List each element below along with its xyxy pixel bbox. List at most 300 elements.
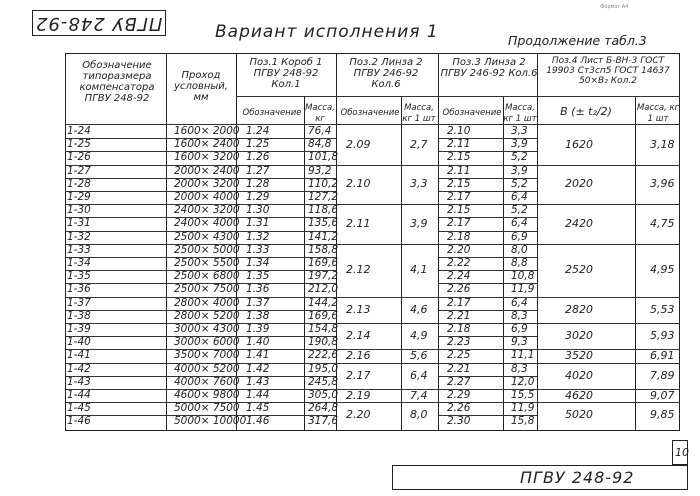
group-line [537, 349, 680, 350]
row-line [65, 165, 236, 166]
row-line [236, 389, 304, 390]
row-line [304, 257, 336, 258]
row-pos1-mass: 93,2 [308, 164, 332, 177]
row-pos1-mass: 141,2 [308, 230, 339, 243]
row-code: 1-36 [67, 283, 91, 296]
row-pos3-designation: 2.26 [447, 283, 471, 296]
row-line [304, 323, 336, 324]
row-line [438, 415, 537, 416]
row-line [65, 310, 236, 311]
rotated-code-text: ПГВУ 248-92 [35, 12, 163, 34]
title-block-code: ПГВУ 248-92 [520, 468, 635, 487]
rotated-code-stamp [32, 10, 166, 36]
header-passage: Проход условный, мм [174, 70, 228, 103]
group-line [537, 402, 680, 403]
row-line [438, 204, 537, 205]
row-size: 2400× 3200 [174, 204, 240, 217]
row-pos3-designation: 2.29 [447, 389, 471, 401]
group-line [336, 402, 438, 403]
row-pos3-mass: 5,2 [511, 177, 528, 190]
group-pos2-designation: 2.11 [346, 217, 371, 230]
row-line [236, 217, 304, 218]
group-pos4-mass: 3,96 [650, 177, 675, 191]
row-line [438, 389, 537, 390]
row-code: 1-45 [67, 402, 91, 415]
row-pos1-mass: 135,6 [308, 217, 339, 230]
row-line [438, 336, 537, 337]
row-line [65, 363, 236, 364]
row-line [65, 336, 236, 337]
group-pos4-b: 4620 [565, 388, 593, 402]
row-pos1-designation: 1.30 [246, 204, 270, 217]
header-pos2: Поз.2 Линза 2 ПГВУ 246-92 Кол.6 [349, 57, 423, 90]
row-pos3-mass: 6,4 [511, 296, 528, 309]
row-line [438, 349, 537, 350]
row-pos1-mass: 264,8 [308, 402, 339, 415]
sub-designation-pos2: Обозначение [340, 108, 400, 118]
group-pos4-b: 4020 [565, 368, 593, 382]
row-line [236, 165, 304, 166]
row-pos3-mass: 8,8 [511, 257, 528, 269]
group-line [336, 165, 438, 166]
row-size: 2500× 5000 [174, 243, 240, 256]
row-code: 1-35 [67, 270, 91, 283]
row-line [65, 204, 236, 205]
row-line [236, 415, 304, 416]
group-line [537, 297, 680, 298]
row-size: 3500× 7000 [174, 349, 240, 362]
row-line [304, 349, 336, 350]
group-pos4-mass: 9,07 [650, 388, 675, 402]
sub-mass-pos4: Масса, кг 1 шт [636, 103, 680, 124]
sub-mass-pos3: Масса, кг 1 шт [503, 103, 537, 124]
group-pos2-designation: 2.19 [346, 388, 371, 402]
row-pos3-mass: 6,4 [511, 217, 528, 230]
row-pos3-mass: 3,3 [511, 125, 528, 137]
group-pos2-mass: 2,7 [410, 137, 428, 151]
row-code: 1-29 [67, 191, 91, 203]
row-line [65, 231, 236, 232]
header-bottom-line [65, 124, 680, 125]
row-line [304, 402, 336, 403]
sub-designation-pos3: Обозначение [442, 108, 502, 118]
row-pos3-designation: 2.18 [447, 230, 471, 243]
sub-designation-pos1: Обозначение [242, 108, 302, 118]
row-pos1-designation: 1.26 [246, 151, 270, 164]
row-pos1-designation: 1.32 [246, 230, 270, 243]
row-pos3-designation: 2.22 [447, 257, 471, 269]
row-line [304, 363, 336, 364]
row-line [304, 204, 336, 205]
sheet-number: 10 [675, 446, 689, 459]
group-line [537, 204, 680, 205]
row-code: 1-37 [67, 296, 91, 309]
row-pos1-mass: 118,6 [308, 204, 339, 217]
row-line [236, 270, 304, 271]
row-pos1-designation: 1.38 [246, 309, 270, 322]
row-code: 1-46 [67, 415, 91, 428]
row-pos1-mass: 101,8 [308, 151, 339, 164]
row-line [304, 297, 336, 298]
row-size: 2500× 5500 [174, 257, 240, 269]
row-pos3-mass: 15,8 [511, 415, 535, 428]
group-pos4-b: 2820 [565, 302, 593, 316]
group-pos2-designation: 2.14 [346, 329, 371, 343]
row-line [236, 310, 304, 311]
row-line [438, 178, 537, 179]
row-code: 1-27 [67, 164, 91, 177]
row-pos3-mass: 5,2 [511, 151, 528, 164]
row-line [438, 217, 537, 218]
row-pos3-mass: 11,9 [511, 283, 535, 296]
group-pos2-designation: 2.09 [346, 137, 371, 151]
row-pos3-designation: 2.24 [447, 270, 471, 283]
group-pos2-designation: 2.17 [346, 368, 371, 382]
row-size: 2000× 2400 [174, 164, 240, 177]
row-line [236, 231, 304, 232]
group-line [336, 349, 438, 350]
row-pos1-mass: 144,2 [308, 296, 339, 309]
row-line [304, 244, 336, 245]
group-pos2-designation: 2.16 [346, 349, 371, 362]
row-line [304, 165, 336, 166]
group-pos4-mass: 4,95 [650, 263, 675, 277]
col-divider [166, 53, 167, 431]
row-line [236, 138, 304, 139]
row-line [304, 336, 336, 337]
row-line [236, 244, 304, 245]
row-line [236, 257, 304, 258]
row-pos3-designation: 2.15 [447, 204, 471, 217]
row-size: 5000× 10000 [174, 415, 247, 428]
row-line [236, 336, 304, 337]
row-line [304, 151, 336, 152]
row-pos1-designation: 1.35 [246, 270, 270, 283]
row-line [65, 257, 236, 258]
row-pos1-designation: 1.39 [246, 323, 270, 335]
row-line [236, 297, 304, 298]
row-pos3-mass: 11,1 [511, 349, 535, 362]
row-code: 1-42 [67, 362, 91, 375]
row-line [65, 178, 236, 179]
row-code: 1-43 [67, 375, 91, 388]
row-line [236, 151, 304, 152]
row-line [65, 283, 236, 284]
row-pos1-designation: 1.25 [246, 138, 270, 151]
row-pos1-mass: 317,6 [308, 415, 339, 428]
header-pos4: Поз.4 Лист Б-ВН-3 ГОСТ 19903 Ст3сп5 ГОСТ 14637 50×B₂ Кол.2 [546, 56, 670, 86]
row-line [304, 178, 336, 179]
row-line [65, 389, 236, 390]
row-pos1-mass: 110,2 [308, 177, 339, 190]
group-line [336, 244, 438, 245]
header-pos1: Поз.1 Короб 1 ПГВУ 248-92 Кол.1 [249, 57, 323, 90]
group-pos4-mass: 5,53 [650, 302, 675, 316]
row-pos1-designation: 1.43 [246, 375, 270, 388]
group-line [537, 323, 680, 324]
row-line [304, 283, 336, 284]
row-pos1-mass: 169,6 [308, 257, 339, 269]
row-code: 1-30 [67, 204, 91, 217]
row-pos3-designation: 2.15 [447, 177, 471, 190]
row-pos3-mass: 3,9 [511, 164, 528, 177]
row-size: 4000× 7600 [174, 375, 240, 388]
row-code: 1-26 [67, 151, 91, 164]
row-pos1-designation: 1.37 [246, 296, 270, 309]
row-pos3-designation: 2.23 [447, 336, 471, 349]
header-subline [236, 96, 680, 97]
row-pos1-designation: 1.36 [246, 283, 270, 296]
row-line [65, 402, 236, 403]
row-line [438, 165, 537, 166]
row-pos3-designation: 2.17 [447, 217, 471, 230]
row-size: 1600× 2400 [174, 138, 240, 151]
row-line [236, 204, 304, 205]
row-line [438, 257, 537, 258]
row-pos3-designation: 2.26 [447, 402, 471, 415]
row-size: 4600× 9800 [174, 389, 240, 401]
row-line [304, 231, 336, 232]
group-pos4-mass: 3,18 [650, 137, 675, 151]
row-pos1-designation: 1.34 [246, 257, 270, 269]
row-line [65, 217, 236, 218]
row-size: 5000× 7500 [174, 402, 240, 415]
row-line [65, 151, 236, 152]
row-pos3-mass: 15,5 [511, 389, 535, 401]
group-pos2-mass: 5,6 [410, 349, 428, 362]
row-line [304, 191, 336, 192]
row-pos1-designation: 1.42 [246, 362, 270, 375]
row-pos1-mass: 245,8 [308, 375, 339, 388]
row-line [65, 191, 236, 192]
row-line [65, 376, 236, 377]
group-pos2-mass: 8,0 [410, 408, 428, 422]
row-line [236, 323, 304, 324]
row-line [65, 415, 236, 416]
row-code: 1-44 [67, 389, 91, 401]
row-pos1-designation: 1.29 [246, 191, 270, 203]
row-line [438, 151, 537, 152]
group-pos4-b: 1620 [565, 137, 593, 151]
row-line [438, 191, 537, 192]
row-line [438, 231, 537, 232]
group-pos2-mass: 4,9 [410, 329, 428, 343]
row-line [438, 283, 537, 284]
group-pos4-mass: 9,85 [650, 408, 675, 422]
row-code: 1-24 [67, 125, 91, 137]
group-pos4-b: 2020 [565, 177, 593, 191]
row-pos1-mass: 169,6 [308, 309, 339, 322]
sub-mass-pos1: Масса, кг [305, 103, 335, 124]
group-pos2-mass: 4,1 [410, 263, 428, 277]
row-line [438, 297, 537, 298]
row-pos1-designation: 1.46 [246, 415, 270, 428]
header-designation: Обозначение типоразмера компенсатора ПГВУ 248-92 [79, 60, 155, 104]
row-line [304, 389, 336, 390]
row-pos3-mass: 10,8 [511, 270, 535, 283]
row-pos3-designation: 2.25 [447, 349, 471, 362]
row-pos3-designation: 2.17 [447, 191, 471, 203]
row-pos1-mass: 212,0 [308, 283, 339, 296]
group-pos2-designation: 2.13 [346, 302, 371, 316]
group-line [537, 244, 680, 245]
group-pos4-b: 2520 [565, 263, 593, 277]
group-pos2-designation: 2.10 [346, 177, 371, 191]
row-line [304, 138, 336, 139]
row-pos3-mass: 8,3 [511, 309, 528, 322]
group-pos2-mass: 3,3 [410, 177, 428, 191]
group-pos2-mass: 4,6 [410, 302, 428, 316]
group-line [336, 389, 438, 390]
col-divider [537, 53, 538, 431]
row-line [438, 138, 537, 139]
group-pos2-designation: 2.20 [346, 408, 371, 422]
row-pos3-designation: 2.30 [447, 415, 471, 428]
row-line [438, 244, 537, 245]
row-pos3-designation: 2.10 [447, 125, 471, 137]
row-line [236, 363, 304, 364]
row-line [438, 363, 537, 364]
row-size: 1600× 2000 [174, 125, 240, 137]
row-size: 2500× 7500 [174, 283, 240, 296]
group-line [537, 165, 680, 166]
row-code: 1-40 [67, 336, 91, 349]
row-line [438, 323, 537, 324]
col-divider [438, 53, 439, 431]
row-pos1-mass: 190,8 [308, 336, 339, 349]
row-code: 1-38 [67, 309, 91, 322]
row-pos3-designation: 2.17 [447, 296, 471, 309]
row-size: 2800× 4000 [174, 296, 240, 309]
row-line [236, 178, 304, 179]
row-pos3-designation: 2.18 [447, 323, 471, 335]
group-line [537, 389, 680, 390]
row-size: 4000× 5200 [174, 362, 240, 375]
row-line [65, 349, 236, 350]
row-pos1-mass: 197,2 [308, 270, 339, 283]
row-line [65, 138, 236, 139]
row-line [304, 310, 336, 311]
table-continuation: Продолжение табл.3 [508, 33, 647, 48]
row-line [304, 415, 336, 416]
group-line [336, 297, 438, 298]
row-pos1-designation: 1.24 [246, 125, 270, 137]
group-pos4-mass: 5,93 [650, 329, 675, 343]
row-line [236, 283, 304, 284]
col-divider [635, 96, 636, 431]
row-line [438, 270, 537, 271]
group-line [537, 363, 680, 364]
row-line [304, 217, 336, 218]
row-line [65, 244, 236, 245]
row-size: 2000× 4000 [174, 191, 240, 203]
group-pos2-mass: 3,9 [410, 217, 428, 230]
row-pos3-mass: 6,9 [511, 323, 528, 335]
col-divider [401, 96, 402, 431]
row-line [236, 402, 304, 403]
row-pos3-mass: 8,0 [511, 243, 528, 256]
row-code: 1-32 [67, 230, 91, 243]
group-pos4-mass: 7,89 [650, 368, 675, 382]
col-divider [503, 96, 504, 431]
row-pos1-designation: 1.27 [246, 164, 270, 177]
row-pos3-designation: 2.11 [447, 164, 471, 177]
sub-mass-pos2: Масса, кг 1 шт [402, 103, 436, 124]
row-pos3-mass: 3,9 [511, 138, 528, 151]
row-line [65, 323, 236, 324]
row-line [236, 349, 304, 350]
row-pos1-designation: 1.31 [246, 217, 270, 230]
row-pos1-mass: 222,6 [308, 349, 339, 362]
row-pos3-designation: 2.21 [447, 362, 471, 375]
row-pos3-mass: 6,9 [511, 230, 528, 243]
group-pos2-designation: 2.12 [346, 263, 371, 277]
group-pos2-mass: 6,4 [410, 368, 428, 382]
row-code: 1-34 [67, 257, 91, 269]
row-pos3-designation: 2.27 [447, 375, 471, 388]
row-size: 2800× 5200 [174, 309, 240, 322]
row-pos1-mass: 84,8 [308, 138, 332, 151]
row-pos1-designation: 1.45 [246, 402, 270, 415]
group-line [336, 323, 438, 324]
row-pos1-designation: 1.33 [246, 243, 270, 256]
row-line [438, 310, 537, 311]
row-code: 1-31 [67, 217, 91, 230]
row-line [236, 191, 304, 192]
row-pos1-designation: 1.44 [246, 389, 270, 401]
row-pos3-mass: 11,9 [511, 402, 535, 415]
row-pos1-mass: 195,0 [308, 362, 339, 375]
row-size: 2500× 6800 [174, 270, 240, 283]
row-pos3-designation: 2.11 [447, 138, 471, 151]
row-pos1-mass: 76,4 [308, 125, 332, 137]
row-line [304, 270, 336, 271]
row-pos1-mass: 305,0 [308, 389, 339, 401]
row-pos1-designation: 1.28 [246, 177, 270, 190]
sub-b: B (± t₂/2) [560, 105, 612, 118]
row-pos3-mass: 6,4 [511, 191, 528, 203]
row-size: 2000× 3200 [174, 177, 240, 190]
row-pos1-mass: 127,2 [308, 191, 339, 203]
row-pos1-mass: 154,8 [308, 323, 339, 335]
row-pos3-mass: 12,0 [511, 375, 535, 388]
group-pos2-mass: 7,4 [410, 388, 428, 402]
row-size: 3000× 4300 [174, 323, 240, 335]
header-pos3: Поз.3 Линза 2 ПГВУ 246-92 Кол.6 [440, 57, 538, 79]
row-pos3-mass: 5,2 [511, 204, 528, 217]
row-code: 1-39 [67, 323, 91, 335]
row-code: 1-41 [67, 349, 91, 362]
group-pos4-mass: 4,75 [650, 217, 675, 230]
row-line [304, 376, 336, 377]
row-pos3-designation: 2.15 [447, 151, 471, 164]
group-line [336, 204, 438, 205]
row-line [236, 376, 304, 377]
group-line [336, 363, 438, 364]
row-line [438, 376, 537, 377]
row-line [65, 297, 236, 298]
variant-title: Вариант исполнения 1 [215, 22, 439, 42]
col-divider [304, 96, 305, 431]
row-code: 1-33 [67, 243, 91, 256]
group-pos4-b: 2420 [565, 217, 593, 230]
row-pos1-designation: 1.41 [246, 349, 270, 362]
row-line [438, 402, 537, 403]
row-pos3-mass: 8,3 [511, 362, 528, 375]
row-size: 2400× 4000 [174, 217, 240, 230]
group-pos4-mass: 6,91 [650, 349, 675, 362]
format-note: Формат А4 [600, 4, 629, 10]
